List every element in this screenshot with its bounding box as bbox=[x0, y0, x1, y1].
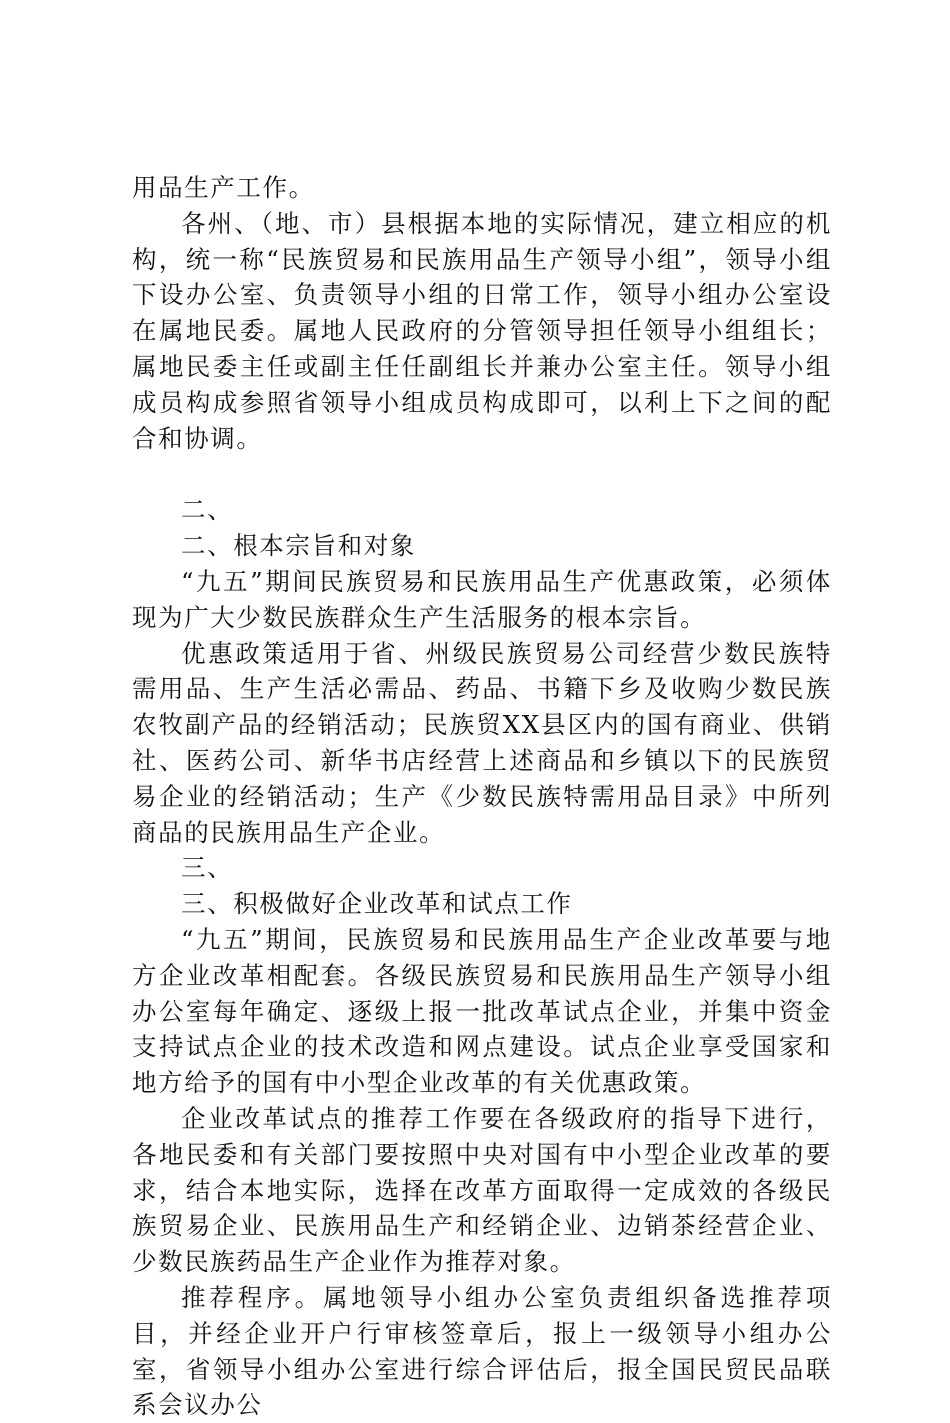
paragraph-scope: 优惠政策适用于省、州级民族贸易公司经营少数民族特需用品、生产生活必需品、药品、书籍下乡及收购少数民族农牧副产品的经销活动；民族贸XX县区内的国有商业、供销社、医药公司、新华书店经营上述商品和乡镇以下的民族贸易企业的经销活动；生产《少数民族特需用品目录》中所列商品的民族用品生产企业。 bbox=[132, 638, 832, 847]
paragraph-organization: 各州、（地、市）县根据本地的实际情况，建立相应的机构，统一称“民族贸易和民族用品生产领导小组”，领导小组下设办公室、负责领导小组的日常工作，领导小组办公室设在属地民委。属地人民政府的分管领导担任领导小组组长；属地民委主任或副主任任副组长并兼办公室主任。领导小组成员构成参照省领导小组成员构成即可，以利上下之间的配合和协调。 bbox=[132, 208, 832, 453]
paragraph-continuation: 用品生产工作。 bbox=[132, 173, 315, 202]
paragraph-reform: “九五”期间，民族贸易和民族用品生产企业改革要与地方企业改革相配套。各级民族贸易和民族用品生产领导小组办公室每年确定、逐级上报一批改革试点企业，并集中资金支持试点企业的技术改造和网点建设。试点企业享受国家和地方给予的国有中小型企业改革的有关优惠政策。 bbox=[132, 924, 832, 1098]
section-heading-three: 三、积极做好企业改革和试点工作 bbox=[181, 889, 573, 919]
paragraph-procedure: 推荐程序。属地领导小组办公室负责组织备选推荐项目，并经企业开户行审核签章后，报上一级领导小组办公室，省领导小组办公室进行综合评估后，报全国民贸民品联系会议办公 bbox=[132, 1282, 832, 1420]
section-heading-two: 二、根本宗旨和对象 bbox=[181, 531, 416, 561]
document-body bbox=[132, 170, 832, 1423]
section-number-two: 二、 bbox=[181, 495, 234, 525]
section-number-three: 三、 bbox=[181, 853, 234, 883]
paragraph-purpose: “九五”期间民族贸易和民族用品生产优惠政策，必须体现为广大少数民族群众生产生活服务的根本宗旨。 bbox=[132, 566, 832, 632]
paragraph-pilot-recommendation: 企业改革试点的推荐工作要在各级政府的指导下进行，各地民委和有关部门要按照中央对国有中小型企业改革的要求，结合本地实际，选择在改革方面取得一定成效的各级民族贸易企业、民族用品生产和经销企业、边销茶经营企业、少数民族药品生产企业作为推荐对象。 bbox=[132, 1103, 832, 1277]
paragraph-spacer bbox=[132, 456, 832, 492]
